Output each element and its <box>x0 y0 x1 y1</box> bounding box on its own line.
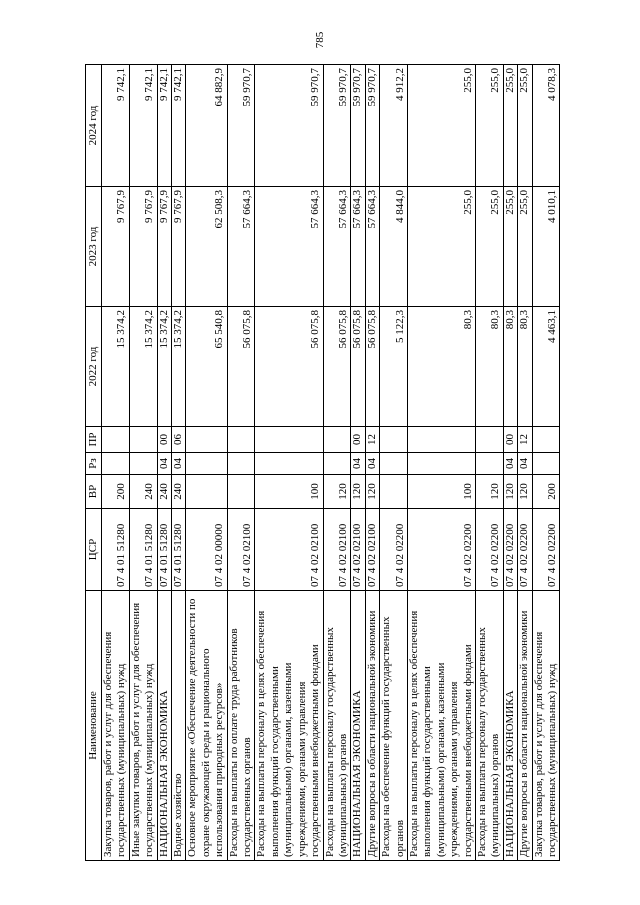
cell-2023: 57 664,3 <box>227 187 255 307</box>
cell-vr: 100 <box>255 475 323 509</box>
cell-name: НАЦИОНАЛЬНАЯ ЭКОНОМИКА <box>351 591 365 861</box>
cell-2022: 65 540,8 <box>186 307 227 427</box>
cell-name: НАЦИОНАЛЬНАЯ ЭКОНОМИКА <box>503 591 517 861</box>
cell-2022: 80,3 <box>518 307 532 427</box>
cell-vr <box>380 475 408 509</box>
cell-2023: 57 664,3 <box>351 187 365 307</box>
table-row <box>323 65 351 861</box>
table-row <box>186 65 227 861</box>
header-name: Наименование <box>86 591 102 861</box>
cell-name: Расходы на обеспечение функций государственных органов <box>380 591 408 861</box>
cell-pr: 06 <box>172 427 186 453</box>
cell-csr: 07 4 02 02200 <box>518 509 532 591</box>
table-row <box>503 65 517 861</box>
cell-rz <box>255 453 323 475</box>
cell-2023: 9 767,9 <box>157 187 171 307</box>
cell-2024: 4 912,2 <box>380 65 408 187</box>
cell-2024: 4 078,3 <box>532 65 560 187</box>
cell-2024: 59 970,7 <box>351 65 365 187</box>
cell-2024: 255,0 <box>518 65 532 187</box>
cell-2022: 15 374,2 <box>157 307 171 427</box>
cell-pr: 00 <box>503 427 517 453</box>
cell-pr <box>255 427 323 453</box>
table-row <box>532 65 560 861</box>
table-row <box>129 65 157 861</box>
cell-name: НАЦИОНАЛЬНАЯ ЭКОНОМИКА <box>157 591 171 861</box>
cell-csr: 07 4 02 02100 <box>227 509 255 591</box>
cell-2022: 80,3 <box>475 307 503 427</box>
cell-rz: 04 <box>503 453 517 475</box>
cell-2024: 9 742,1 <box>157 65 171 187</box>
cell-vr: 120 <box>475 475 503 509</box>
cell-2023: 255,0 <box>518 187 532 307</box>
cell-2023: 255,0 <box>407 187 475 307</box>
header-2022: 2022 год <box>86 307 102 427</box>
cell-name: Основное мероприятие «Обеспечение деятельности по охране окружающей среды и рационального использования природных ресурсов» <box>186 591 227 861</box>
table-row <box>365 65 379 861</box>
cell-rz <box>323 453 351 475</box>
cell-vr <box>227 475 255 509</box>
cell-pr: 00 <box>351 427 365 453</box>
cell-2022: 5 122,3 <box>380 307 408 427</box>
header-rz: Рз <box>86 453 102 475</box>
cell-name: Расходы на выплаты персоналу государственных (муниципальных) органов <box>475 591 503 861</box>
cell-pr <box>380 427 408 453</box>
table-row <box>475 65 503 861</box>
cell-name: Другие вопросы в области национальной экономики <box>365 591 379 861</box>
header-2023: 2023 год <box>86 187 102 307</box>
cell-name: Водное хозяйство <box>172 591 186 861</box>
cell-2023: 4 844,0 <box>380 187 408 307</box>
cell-2023: 57 664,3 <box>365 187 379 307</box>
cell-rz <box>407 453 475 475</box>
cell-rz <box>380 453 408 475</box>
cell-name: Расходы на выплаты персоналу государственных (муниципальных) органов <box>323 591 351 861</box>
cell-rz: 04 <box>157 453 171 475</box>
cell-vr: 120 <box>323 475 351 509</box>
cell-2023: 4 010,1 <box>532 187 560 307</box>
cell-2022: 80,3 <box>503 307 517 427</box>
cell-rz: 04 <box>172 453 186 475</box>
cell-csr: 07 4 01 51280 <box>129 509 157 591</box>
cell-2024: 9 742,1 <box>129 65 157 187</box>
cell-pr: 12 <box>518 427 532 453</box>
cell-name: Закупка товаров, работ и услуг для обеспечения государственных (муниципальных) нужд <box>102 591 130 861</box>
cell-vr: 100 <box>407 475 475 509</box>
cell-pr: 00 <box>157 427 171 453</box>
cell-csr: 07 4 02 02100 <box>365 509 379 591</box>
cell-2023: 255,0 <box>503 187 517 307</box>
table-row <box>255 65 323 861</box>
cell-rz <box>186 453 227 475</box>
table-row <box>227 65 255 861</box>
cell-2024: 59 970,7 <box>227 65 255 187</box>
cell-2024: 59 970,7 <box>255 65 323 187</box>
cell-pr <box>102 427 130 453</box>
cell-name: Закупка товаров, работ и услуг для обеспечения государственных (муниципальных) нужд <box>532 591 560 861</box>
header-csr: ЦСР <box>86 509 102 591</box>
cell-2023: 255,0 <box>475 187 503 307</box>
cell-2023: 57 664,3 <box>255 187 323 307</box>
cell-2023: 9 767,9 <box>129 187 157 307</box>
cell-csr: 07 4 02 02200 <box>503 509 517 591</box>
cell-2023: 9 767,9 <box>172 187 186 307</box>
table-row <box>407 65 475 861</box>
cell-name: Расходы на выплаты по оплате труда работников государственных органов <box>227 591 255 861</box>
cell-vr: 120 <box>503 475 517 509</box>
cell-2022: 56 075,8 <box>323 307 351 427</box>
cell-rz: 04 <box>365 453 379 475</box>
cell-rz: 04 <box>518 453 532 475</box>
cell-csr: 07 4 02 02100 <box>351 509 365 591</box>
table-row <box>172 65 186 861</box>
header-2024: 2024 год <box>86 65 102 187</box>
cell-2024: 255,0 <box>407 65 475 187</box>
cell-2022: 56 075,8 <box>365 307 379 427</box>
cell-pr <box>227 427 255 453</box>
cell-2022: 15 374,2 <box>172 307 186 427</box>
cell-pr <box>407 427 475 453</box>
page-number: 785 <box>314 31 326 49</box>
cell-vr: 120 <box>518 475 532 509</box>
cell-2022: 56 075,8 <box>351 307 365 427</box>
cell-csr: 07 4 01 51280 <box>157 509 171 591</box>
cell-rz <box>532 453 560 475</box>
table-row <box>351 65 365 861</box>
cell-name: Иные закупки товаров, работ и услуг для обеспечения государственных (муниципальных) нужд <box>129 591 157 861</box>
table-row <box>518 65 532 861</box>
cell-vr: 200 <box>102 475 130 509</box>
cell-csr: 07 4 02 02200 <box>475 509 503 591</box>
cell-2022: 4 463,1 <box>532 307 560 427</box>
cell-rz <box>475 453 503 475</box>
cell-2024: 59 970,7 <box>365 65 379 187</box>
cell-rz <box>227 453 255 475</box>
budget-table <box>85 64 560 861</box>
table-row <box>380 65 408 861</box>
cell-2023: 9 767,9 <box>102 187 130 307</box>
cell-vr <box>186 475 227 509</box>
cell-pr <box>186 427 227 453</box>
cell-csr: 07 4 01 51280 <box>172 509 186 591</box>
cell-csr: 07 4 02 02100 <box>323 509 351 591</box>
cell-vr: 120 <box>365 475 379 509</box>
cell-pr: 12 <box>365 427 379 453</box>
cell-csr: 07 4 02 02100 <box>255 509 323 591</box>
cell-2023: 62 508,3 <box>186 187 227 307</box>
cell-csr: 07 4 02 02200 <box>380 509 408 591</box>
header-vr: ВР <box>86 475 102 509</box>
cell-2024: 9 742,1 <box>172 65 186 187</box>
table-row <box>102 65 130 861</box>
cell-2022: 15 374,2 <box>102 307 130 427</box>
cell-rz <box>102 453 130 475</box>
cell-2022: 15 374,2 <box>129 307 157 427</box>
cell-vr: 240 <box>157 475 171 509</box>
table-header-row <box>86 65 102 861</box>
cell-2024: 255,0 <box>475 65 503 187</box>
cell-2024: 9 742,1 <box>102 65 130 187</box>
cell-pr <box>532 427 560 453</box>
cell-name: Другие вопросы в области национальной экономики <box>518 591 532 861</box>
cell-csr: 07 4 01 51280 <box>102 509 130 591</box>
cell-rz <box>129 453 157 475</box>
cell-2024: 59 970,7 <box>323 65 351 187</box>
cell-csr: 07 4 02 00000 <box>186 509 227 591</box>
table-row <box>157 65 171 861</box>
cell-vr: 120 <box>351 475 365 509</box>
cell-pr <box>475 427 503 453</box>
cell-2022: 56 075,8 <box>227 307 255 427</box>
cell-csr: 07 4 02 02200 <box>532 509 560 591</box>
header-pr: ПР <box>86 427 102 453</box>
cell-vr: 240 <box>172 475 186 509</box>
cell-pr <box>323 427 351 453</box>
cell-2023: 57 664,3 <box>323 187 351 307</box>
cell-name: Расходы на выплаты персоналу в целях обеспечения выполнения функций государственными (муниципальными) органами, казенными учреждениями, органами управления государственными внебюджетными фондами <box>407 591 475 861</box>
cell-2022: 80,3 <box>407 307 475 427</box>
cell-vr: 240 <box>129 475 157 509</box>
cell-2024: 64 882,9 <box>186 65 227 187</box>
cell-vr: 200 <box>532 475 560 509</box>
cell-rz: 04 <box>351 453 365 475</box>
cell-name: Расходы на выплаты персоналу в целях обеспечения выполнения функций государственными (муниципальными) органами, казенными учреждениями, органами управления государственными внебюджетными фондами <box>255 591 323 861</box>
cell-2022: 56 075,8 <box>255 307 323 427</box>
budget-table-rotated <box>85 65 565 861</box>
cell-2024: 255,0 <box>503 65 517 187</box>
cell-csr: 07 4 02 02200 <box>407 509 475 591</box>
cell-pr <box>129 427 157 453</box>
